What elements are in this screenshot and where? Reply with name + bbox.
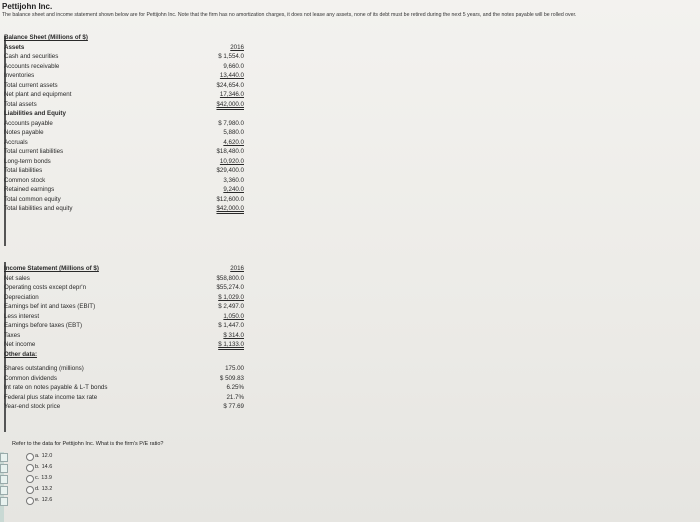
row-value: $ 2,497.0 xyxy=(218,303,244,310)
balance-sheet-title: Balance Sheet (Millions of $) xyxy=(4,34,88,41)
row-value: $29,400.0 xyxy=(216,167,244,174)
income-statement-row xyxy=(4,365,244,375)
option-marker-icon xyxy=(0,475,8,484)
row-value: 21.7% xyxy=(226,393,244,401)
row-value: $ 1,029.0 xyxy=(218,293,244,301)
row-label: Long-term bonds xyxy=(4,157,51,165)
row-label: Other data: xyxy=(4,350,38,358)
row-value: 4,620.0 xyxy=(223,138,244,146)
radio-button[interactable] xyxy=(26,453,34,461)
option-value: 14.6 xyxy=(41,464,53,470)
option-label xyxy=(35,497,52,503)
income-statement-row xyxy=(4,403,244,413)
income-statement-row xyxy=(4,341,244,351)
radio-button[interactable] xyxy=(26,464,34,472)
income-statement-row xyxy=(4,275,244,285)
option-label xyxy=(35,475,52,481)
row-value: $42,000.0 xyxy=(216,205,244,212)
row-label: Retained earnings xyxy=(4,186,55,193)
row-label: Operating costs except depr'n xyxy=(4,284,87,291)
row-label: Inventories xyxy=(4,72,35,79)
balance-sheet-row xyxy=(4,186,244,196)
row-label: Earnings before taxes (EBT) xyxy=(4,322,83,329)
answer-option[interactable] xyxy=(0,496,80,506)
option-letter: c. xyxy=(35,475,40,481)
row-value: $ 1,447.0 xyxy=(218,322,244,329)
option-value: 13.2 xyxy=(41,486,53,492)
row-label: Common dividends xyxy=(4,374,57,382)
option-marker-icon xyxy=(0,464,8,473)
option-marker-icon xyxy=(0,453,8,462)
balance-sheet-row xyxy=(4,167,244,177)
option-marker-icon xyxy=(0,486,8,495)
income-statement-row xyxy=(4,313,244,323)
row-value: 5,880.0 xyxy=(223,129,244,136)
row-label: Shares outstanding (millions) xyxy=(4,365,84,372)
question-text: Refer to the data for Pettijohn Inc. What is the firm's P/E ratio? xyxy=(12,441,164,447)
row-value: 13,440.0 xyxy=(219,72,244,79)
row-value: 17,346.0 xyxy=(219,91,244,98)
row-value: 175.00 xyxy=(225,365,244,372)
row-value: 10,920.0 xyxy=(219,157,244,165)
row-value: 6.25% xyxy=(226,384,244,391)
balance-sheet-row xyxy=(4,205,244,215)
row-value: 9,240.0 xyxy=(223,186,244,193)
row-value: 9,660.0 xyxy=(223,62,244,70)
row-value: $18,480.0 xyxy=(216,148,244,155)
balance-sheet-row xyxy=(4,158,244,168)
income-statement-year: 2016 xyxy=(230,265,244,272)
balance-sheet-row xyxy=(4,129,244,139)
row-value: 1,050.0 xyxy=(223,312,244,320)
income-statement-row xyxy=(4,384,244,394)
row-label: Total assets xyxy=(4,100,37,108)
option-letter: a. xyxy=(35,453,40,459)
option-value: 12.6 xyxy=(41,497,53,503)
row-label: Total liabilities and equity xyxy=(4,205,73,212)
assets-heading: Assets xyxy=(4,43,25,51)
row-label: Accounts receivable xyxy=(4,62,60,70)
balance-sheet-row xyxy=(4,101,244,111)
income-statement-row xyxy=(4,375,244,385)
row-label: Total liabilities xyxy=(4,167,43,174)
row-label: Federal plus state income tax rate xyxy=(4,393,98,401)
row-value: $12,600.0 xyxy=(216,195,244,203)
income-statement-row xyxy=(4,294,244,304)
company-title: Pettijohn Inc. xyxy=(2,2,53,11)
row-label: Cash and securities xyxy=(4,53,59,60)
row-label: Liabilities and Equity xyxy=(4,110,66,117)
radio-button[interactable] xyxy=(26,475,34,483)
answer-option[interactable] xyxy=(0,452,80,462)
row-label: Year-end stock price xyxy=(4,403,61,410)
row-label: Depreciation xyxy=(4,293,39,301)
balance-sheet xyxy=(4,34,244,215)
option-value: 13.9 xyxy=(41,475,52,481)
row-label: Int rate on notes payable & L-T bonds xyxy=(4,384,108,391)
balance-sheet-row xyxy=(4,82,244,92)
radio-button[interactable] xyxy=(26,486,34,494)
row-label: Common stock xyxy=(4,176,46,184)
row-label: Earnings bef int and taxes (EBIT) xyxy=(4,303,96,310)
income-statement-title: Income Statement (Millions of $) xyxy=(4,265,99,272)
option-marker-icon xyxy=(0,497,8,506)
row-label: Net income xyxy=(4,341,36,348)
option-value: 12.0 xyxy=(41,453,53,459)
row-label: Accruals xyxy=(4,138,28,146)
income-statement xyxy=(4,265,244,413)
income-statement-row xyxy=(4,351,244,361)
row-value: $42,000.0 xyxy=(216,100,244,108)
row-value: $ 7,980.0 xyxy=(218,119,244,127)
income-statement-row xyxy=(4,332,244,342)
row-label: Taxes xyxy=(4,331,21,339)
row-label: Less interest xyxy=(4,312,40,320)
option-letter: e. xyxy=(35,497,40,503)
balance-sheet-row xyxy=(4,196,244,206)
row-label: Net plant and equipment xyxy=(4,91,72,98)
income-statement-row xyxy=(4,394,244,404)
row-label: Accounts payable xyxy=(4,119,53,127)
balance-sheet-row xyxy=(4,148,244,158)
option-letter: d. xyxy=(35,486,40,492)
row-value: $ 1,133.0 xyxy=(218,341,244,348)
row-label: Total current liabilities xyxy=(4,148,64,155)
balance-sheet-year: 2016 xyxy=(230,43,244,51)
option-label xyxy=(35,464,52,470)
balance-sheet-row xyxy=(4,139,244,149)
intro-text: The balance sheet and income statement shown below are for Pettijohn Inc. Note that the firm has no amortization charges, it does not lease any assets, none of its debt must be retired during the next 5 years, and the notes payable will be rolled over. xyxy=(2,12,577,18)
income-statement-row xyxy=(4,284,244,294)
answer-option[interactable] xyxy=(0,474,80,484)
row-value: $55,274.0 xyxy=(216,284,244,291)
row-value: $ 314.0 xyxy=(223,331,244,339)
option-label xyxy=(35,453,52,459)
row-value: $ 509.83 xyxy=(219,374,244,382)
row-label: Total common equity xyxy=(4,195,61,203)
row-label: Net sales xyxy=(4,274,30,282)
balance-sheet-row xyxy=(4,120,244,130)
row-value: $58,800.0 xyxy=(216,274,244,282)
balance-sheet-row xyxy=(4,110,244,120)
income-statement-row xyxy=(4,322,244,332)
row-label: Total current assets xyxy=(4,81,58,89)
balance-sheet-row xyxy=(4,53,244,63)
balance-sheet-row xyxy=(4,72,244,82)
income-statement-row xyxy=(4,303,244,313)
option-letter: b. xyxy=(35,464,40,470)
radio-button[interactable] xyxy=(26,497,34,505)
row-value: 3,360.0 xyxy=(223,176,244,184)
row-value: $24,654.0 xyxy=(216,81,244,89)
row-value: $ 77.69 xyxy=(223,403,244,410)
balance-sheet-row xyxy=(4,63,244,73)
option-label xyxy=(35,486,52,492)
row-label: Notes payable xyxy=(4,129,44,136)
balance-sheet-row xyxy=(4,91,244,101)
balance-sheet-row xyxy=(4,177,244,187)
answer-option[interactable] xyxy=(0,463,80,473)
answer-option[interactable] xyxy=(0,485,80,495)
row-value: $ 1,554.0 xyxy=(218,53,244,60)
